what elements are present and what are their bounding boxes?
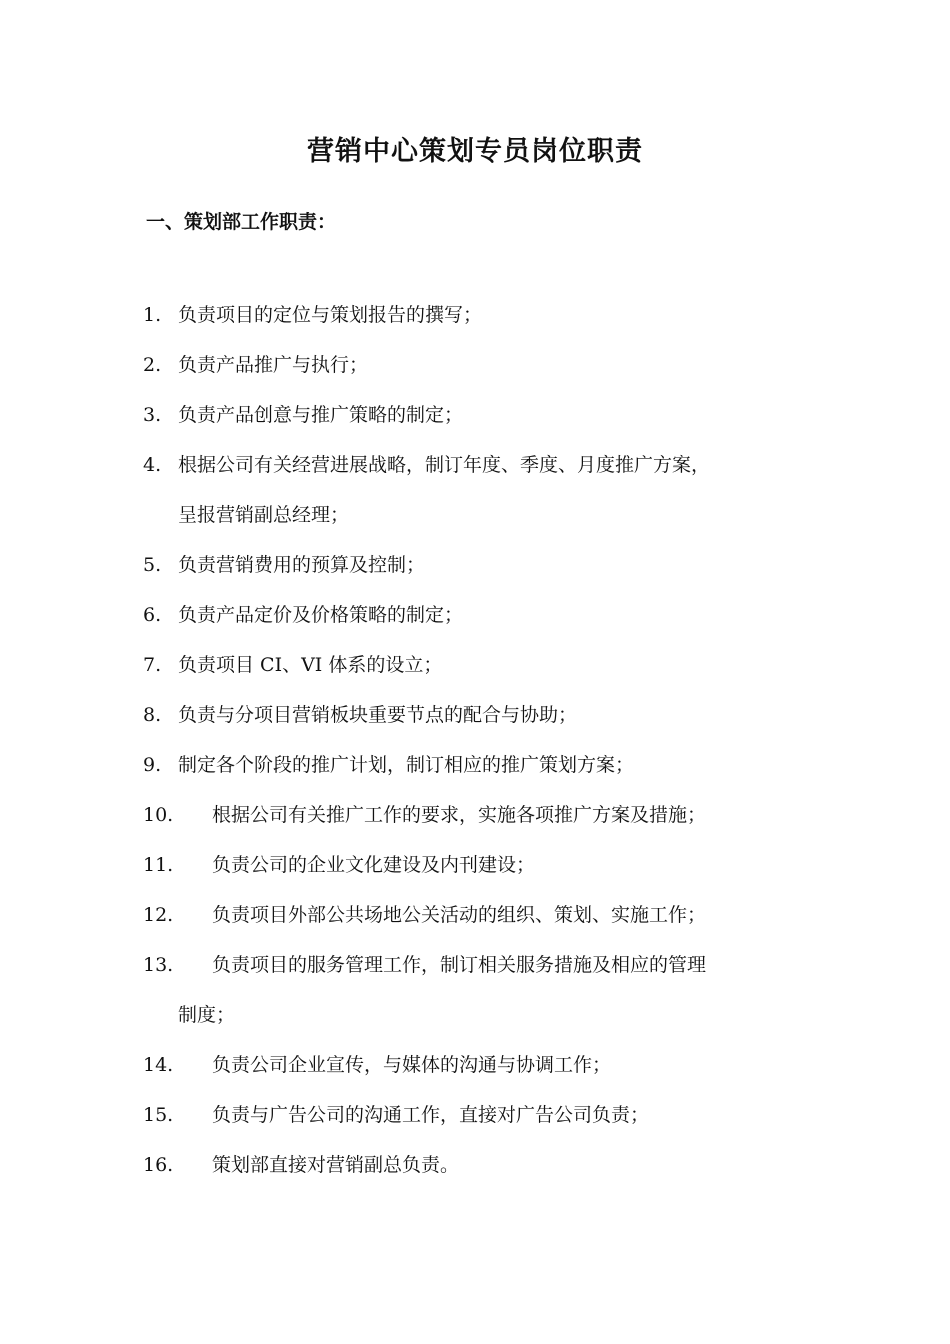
list-item (0, 440, 950, 540)
list-item-number: 13. (143, 954, 174, 976)
list-item (0, 1040, 950, 1090)
list-item-number: 16. (143, 1154, 174, 1176)
list-item-text: 根据公司有关推广工作的要求，实施各项推广方案及措施； (212, 804, 707, 826)
list-item-text: 负责产品推广与执行； (178, 354, 369, 376)
list-item (0, 390, 950, 440)
list-item-number: 12. (143, 904, 174, 926)
list-item-text (178, 940, 808, 1040)
list-item-text: 制定各个阶段的推广计划，制订相应的推广策划方案； (178, 754, 635, 776)
list-item (0, 790, 950, 840)
list-item-text: 负责产品创意与推广策略的制定； (178, 404, 464, 426)
document-title: 营销中心策划专员岗位职责 (307, 136, 643, 167)
list-item-number: 8. (143, 704, 162, 726)
list-item-number: 3. (143, 404, 162, 426)
list-item-text: 负责营销费用的预算及控制； (178, 554, 426, 576)
list-item (0, 340, 950, 390)
list-item-text: 负责项目外部公共场地公关活动的组织、策划、实施工作； (212, 904, 707, 926)
list-item-text-line: 制度； (178, 1004, 236, 1026)
list-item (0, 1140, 950, 1190)
list-item-number: 4. (143, 454, 162, 476)
list-item-text-line: 负责项目的服务管理工作，制订相关服务措施及相应的管理 (212, 954, 707, 976)
list-item-number: 10. (143, 804, 174, 826)
list-item-text: 负责产品定价及价格策略的制定； (178, 604, 464, 626)
list-item-number: 1. (143, 304, 162, 326)
list-item-number: 15. (143, 1104, 174, 1126)
list-item-text: 负责与广告公司的沟通工作，直接对广告公司负责； (212, 1104, 650, 1126)
list-item (0, 690, 950, 740)
list-item (0, 940, 950, 1040)
list-item-text: 策划部直接对营销副总负责。 (212, 1154, 460, 1176)
list-item-text: 负责公司的企业文化建设及内刊建设； (212, 854, 536, 876)
list-item-number: 11. (143, 854, 174, 876)
list-item-text-line: 呈报营销副总经理； (178, 504, 350, 526)
list-item (0, 890, 950, 940)
list-item-text: 负责项目的定位与策划报告的撰写； (178, 304, 483, 326)
list-item (0, 290, 950, 340)
list-item (0, 640, 950, 690)
section-heading: 一、策划部工作职责： (146, 211, 337, 233)
list-item-number: 5. (143, 554, 162, 576)
list-item-number: 2. (143, 354, 162, 376)
list-item (0, 590, 950, 640)
list-item-number: 7. (143, 654, 162, 676)
list-item (0, 840, 950, 890)
duty-list (0, 290, 950, 1190)
list-item-text: 负责与分项目营销板块重要节点的配合与协助； (178, 704, 578, 726)
list-item-text: 负责公司企业宣传，与媒体的沟通与协调工作； (212, 1054, 612, 1076)
list-item-number: 6. (143, 604, 162, 626)
list-item-text: 负责项目 CI、VI 体系的设立； (178, 654, 443, 676)
list-item (0, 1090, 950, 1140)
list-item (0, 740, 950, 790)
list-item (0, 540, 950, 590)
list-item-text-line: 根据公司有关经营进展战略，制订年度、季度、月度推广方案， (178, 454, 711, 476)
list-item-text (178, 440, 808, 540)
list-item-number: 9. (143, 754, 162, 776)
list-item-number: 14. (143, 1054, 174, 1076)
